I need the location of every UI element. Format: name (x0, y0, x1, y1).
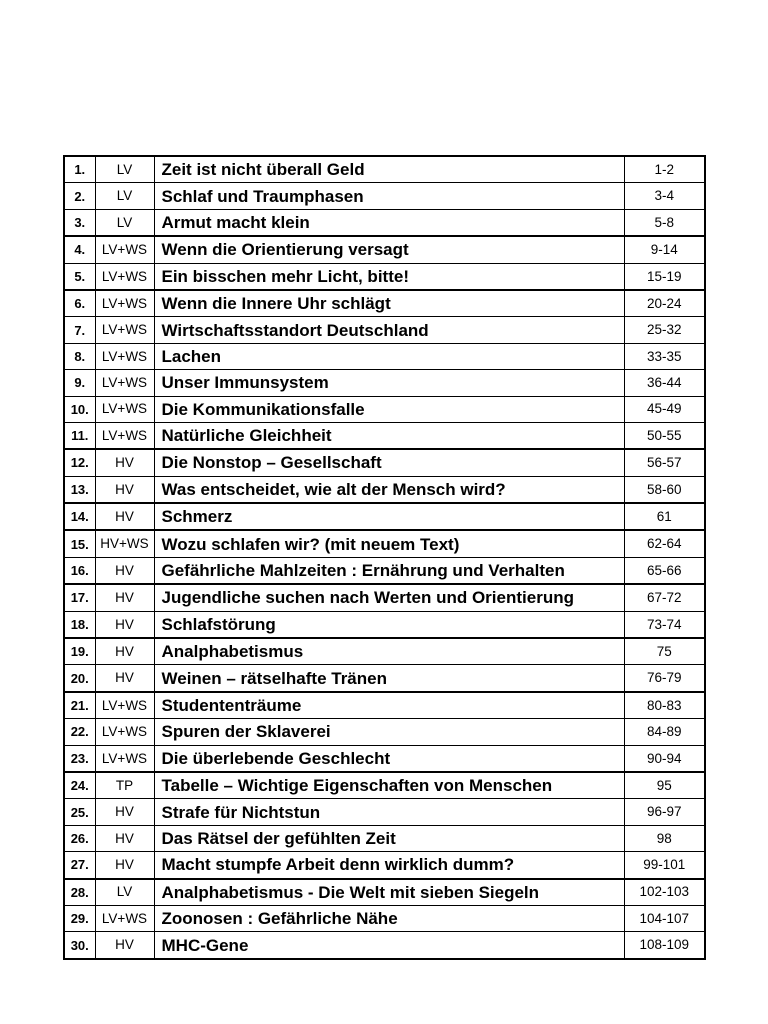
table-row (64, 503, 705, 530)
row-title: Jugendliche suchen nach Werten und Orientierung (154, 584, 624, 611)
row-title: Macht stumpfe Arbeit denn wirklich dumm? (154, 852, 624, 879)
row-title: Zoonosen : Gefährliche Nähe (154, 905, 624, 931)
row-number: 25. (64, 799, 95, 825)
row-type: LV (95, 156, 154, 183)
row-title: Spuren der Sklaverei (154, 719, 624, 745)
row-number: 9. (64, 370, 95, 396)
table-row (64, 879, 705, 906)
row-pages: 80-83 (624, 692, 705, 719)
row-pages: 5-8 (624, 209, 705, 236)
row-type: HV (95, 825, 154, 851)
row-pages: 62-64 (624, 530, 705, 557)
row-number: 24. (64, 772, 95, 799)
row-number: 3. (64, 209, 95, 236)
row-type: LV+WS (95, 263, 154, 290)
row-title: Armut macht klein (154, 209, 624, 236)
row-number: 27. (64, 852, 95, 879)
row-title: Lachen (154, 343, 624, 369)
row-number: 10. (64, 396, 95, 422)
row-title: Wenn die Innere Uhr schlägt (154, 290, 624, 317)
table-row (64, 209, 705, 236)
row-pages: 65-66 (624, 557, 705, 584)
row-number: 18. (64, 611, 95, 638)
row-pages: 67-72 (624, 584, 705, 611)
row-title: Schmerz (154, 503, 624, 530)
table-row (64, 156, 705, 183)
row-pages: 75 (624, 638, 705, 665)
row-type: HV (95, 852, 154, 879)
table-row (64, 317, 705, 343)
row-title: Wozu schlafen wir? (mit neuem Text) (154, 530, 624, 557)
row-type: LV (95, 183, 154, 209)
row-type: HV+WS (95, 530, 154, 557)
row-number: 12. (64, 449, 95, 476)
row-pages: 15-19 (624, 263, 705, 290)
row-number: 13. (64, 476, 95, 503)
row-number: 23. (64, 745, 95, 772)
row-type: HV (95, 611, 154, 638)
row-number: 26. (64, 825, 95, 851)
row-pages: 95 (624, 772, 705, 799)
row-number: 11. (64, 422, 95, 449)
table-row (64, 719, 705, 745)
row-pages: 9-14 (624, 236, 705, 263)
row-title: Weinen – rätselhafte Tränen (154, 665, 624, 692)
row-pages: 50-55 (624, 422, 705, 449)
row-title: Strafe für Nichtstun (154, 799, 624, 825)
row-number: 15. (64, 530, 95, 557)
table-row (64, 799, 705, 825)
row-type: LV+WS (95, 692, 154, 719)
row-title: Analphabetismus - Die Welt mit sieben Siegeln (154, 879, 624, 906)
row-type: LV+WS (95, 396, 154, 422)
row-number: 29. (64, 905, 95, 931)
row-number: 5. (64, 263, 95, 290)
row-type: HV (95, 476, 154, 503)
table-row (64, 557, 705, 584)
table-row (64, 638, 705, 665)
table-row (64, 476, 705, 503)
row-pages: 36-44 (624, 370, 705, 396)
row-type: LV+WS (95, 422, 154, 449)
table-row (64, 370, 705, 396)
row-number: 28. (64, 879, 95, 906)
table-row (64, 290, 705, 317)
table-row (64, 772, 705, 799)
row-pages: 98 (624, 825, 705, 851)
row-number: 7. (64, 317, 95, 343)
table-row (64, 343, 705, 369)
table-row (64, 745, 705, 772)
row-title: Die Nonstop – Gesellschaft (154, 449, 624, 476)
row-pages: 90-94 (624, 745, 705, 772)
row-number: 2. (64, 183, 95, 209)
table-row (64, 236, 705, 263)
row-number: 16. (64, 557, 95, 584)
table-row (64, 449, 705, 476)
row-pages: 102-103 (624, 879, 705, 906)
row-title: Zeit ist nicht überall Geld (154, 156, 624, 183)
row-pages: 96-97 (624, 799, 705, 825)
row-type: HV (95, 584, 154, 611)
table-row (64, 584, 705, 611)
row-pages: 104-107 (624, 905, 705, 931)
row-number: 14. (64, 503, 95, 530)
row-pages: 61 (624, 503, 705, 530)
row-title: Gefährliche Mahlzeiten : Ernährung und Verhalten (154, 557, 624, 584)
row-type: LV+WS (95, 745, 154, 772)
row-title: Tabelle – Wichtige Eigenschaften von Menschen (154, 772, 624, 799)
row-pages: 1-2 (624, 156, 705, 183)
row-type: HV (95, 665, 154, 692)
row-title: Natürliche Gleichheit (154, 422, 624, 449)
row-title: Die überlebende Geschlecht (154, 745, 624, 772)
table-row (64, 932, 705, 959)
row-type: TP (95, 772, 154, 799)
row-type: HV (95, 638, 154, 665)
row-title: Wenn die Orientierung versagt (154, 236, 624, 263)
row-type: HV (95, 449, 154, 476)
row-pages: 99-101 (624, 852, 705, 879)
row-title: Wirtschaftsstandort Deutschland (154, 317, 624, 343)
row-title: Ein bisschen mehr Licht, bitte! (154, 263, 624, 290)
row-type: LV (95, 879, 154, 906)
row-pages: 73-74 (624, 611, 705, 638)
row-type: HV (95, 799, 154, 825)
row-number: 22. (64, 719, 95, 745)
row-number: 6. (64, 290, 95, 317)
row-pages: 56-57 (624, 449, 705, 476)
row-number: 4. (64, 236, 95, 263)
row-pages: 3-4 (624, 183, 705, 209)
row-pages: 108-109 (624, 932, 705, 959)
table-row (64, 905, 705, 931)
row-type: LV+WS (95, 905, 154, 931)
row-pages: 33-35 (624, 343, 705, 369)
row-number: 19. (64, 638, 95, 665)
table-row (64, 422, 705, 449)
row-title: MHC-Gene (154, 932, 624, 959)
row-number: 21. (64, 692, 95, 719)
row-type: LV+WS (95, 719, 154, 745)
row-type: LV+WS (95, 317, 154, 343)
row-type: LV+WS (95, 236, 154, 263)
contents-table (63, 155, 706, 960)
row-type: HV (95, 932, 154, 959)
row-number: 20. (64, 665, 95, 692)
row-type: LV+WS (95, 343, 154, 369)
table-row (64, 692, 705, 719)
row-title: Schlafstörung (154, 611, 624, 638)
table-row (64, 852, 705, 879)
row-pages: 84-89 (624, 719, 705, 745)
row-type: HV (95, 557, 154, 584)
table-row (64, 263, 705, 290)
row-number: 8. (64, 343, 95, 369)
row-number: 1. (64, 156, 95, 183)
contents-table-body (64, 156, 705, 959)
table-row (64, 530, 705, 557)
row-title: Die Kommunikationsfalle (154, 396, 624, 422)
table-row (64, 611, 705, 638)
row-pages: 45-49 (624, 396, 705, 422)
row-title: Studententräume (154, 692, 624, 719)
row-type: HV (95, 503, 154, 530)
row-pages: 76-79 (624, 665, 705, 692)
table-row (64, 183, 705, 209)
row-pages: 20-24 (624, 290, 705, 317)
row-pages: 58-60 (624, 476, 705, 503)
row-type: LV+WS (95, 370, 154, 396)
row-title: Das Rätsel der gefühlten Zeit (154, 825, 624, 851)
table-row (64, 665, 705, 692)
table-row (64, 396, 705, 422)
table-row (64, 825, 705, 851)
row-type: LV+WS (95, 290, 154, 317)
row-pages: 25-32 (624, 317, 705, 343)
row-title: Unser Immunsystem (154, 370, 624, 396)
row-number: 17. (64, 584, 95, 611)
row-title: Schlaf und Traumphasen (154, 183, 624, 209)
row-title: Was entscheidet, wie alt der Mensch wird? (154, 476, 624, 503)
row-title: Analphabetismus (154, 638, 624, 665)
row-number: 30. (64, 932, 95, 959)
row-type: LV (95, 209, 154, 236)
